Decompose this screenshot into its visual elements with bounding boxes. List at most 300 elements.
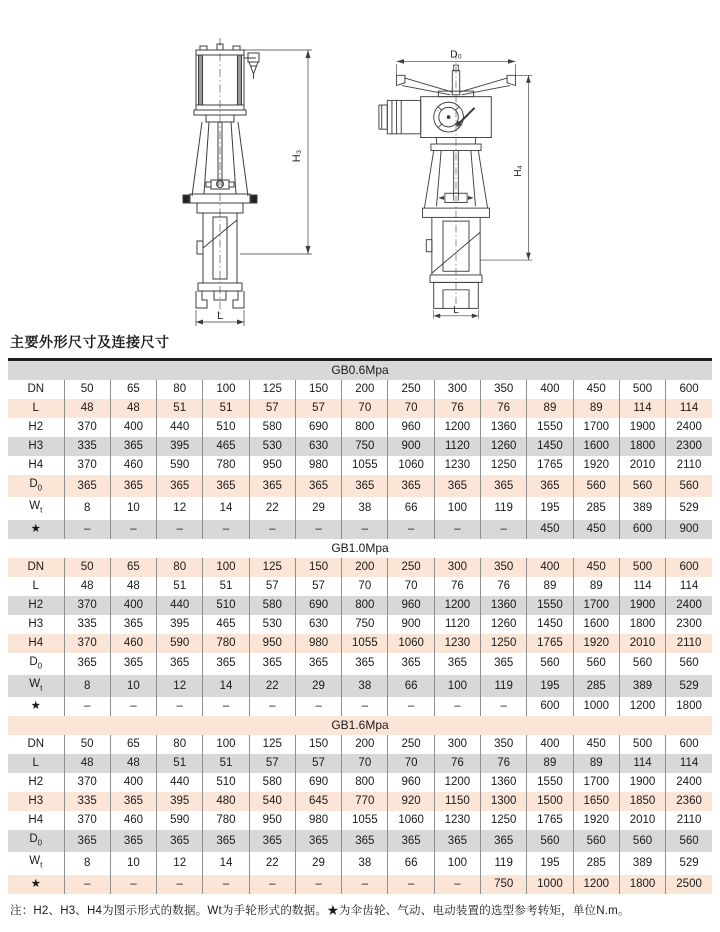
value-cell: 1230 bbox=[434, 811, 480, 830]
value-cell: 1360 bbox=[481, 596, 527, 615]
value-cell: 1150 bbox=[434, 792, 480, 811]
value-cell: 529 bbox=[679, 501, 699, 514]
value-cell: 335 bbox=[64, 615, 110, 634]
value-cell: 100 bbox=[434, 852, 480, 874]
value-cell: 370 bbox=[64, 773, 110, 792]
value-cell: 560 bbox=[679, 657, 699, 670]
value-cell: – bbox=[110, 697, 156, 716]
value-cell: 195 bbox=[527, 852, 573, 874]
value-cell: – bbox=[295, 875, 341, 894]
value-cell: – bbox=[64, 875, 110, 894]
value-cell: – bbox=[110, 875, 156, 894]
value-cell: 48 bbox=[64, 577, 110, 596]
value-cell: 395 bbox=[157, 615, 203, 634]
row-label: H3 bbox=[8, 615, 64, 634]
value-cell: 2110 bbox=[676, 814, 702, 827]
table-row bbox=[8, 615, 712, 634]
value-cell: 365 bbox=[110, 653, 156, 675]
value-cell: 1260 bbox=[481, 437, 527, 456]
value-cell: 114 bbox=[679, 579, 699, 592]
value-cell: 10 bbox=[110, 852, 156, 874]
value-cell: 51 bbox=[203, 754, 249, 773]
value-cell: 389 bbox=[619, 675, 665, 697]
dimension-table bbox=[8, 361, 712, 894]
value-cell: – bbox=[157, 875, 203, 894]
table-row bbox=[8, 497, 712, 519]
value-cell: – bbox=[388, 520, 434, 539]
value-cell: 350 bbox=[481, 735, 527, 754]
value-cell: 400 bbox=[110, 418, 156, 437]
value-cell: 80 bbox=[157, 558, 203, 577]
value-cell: 76 bbox=[481, 399, 527, 418]
value-cell: 400 bbox=[527, 558, 573, 577]
value-cell: 125 bbox=[249, 558, 295, 577]
value-cell: 1200 bbox=[619, 697, 665, 716]
value-cell: 250 bbox=[388, 558, 434, 577]
value-cell: 89 bbox=[527, 754, 573, 773]
value-cell: 365 bbox=[295, 475, 341, 497]
value-cell: 2400 bbox=[676, 421, 702, 433]
value-cell: 114 bbox=[679, 402, 699, 414]
value-cell: 365 bbox=[342, 653, 388, 675]
value-cell: 57 bbox=[249, 399, 295, 418]
value-cell: 22 bbox=[249, 852, 295, 874]
value-cell: 1120 bbox=[434, 615, 480, 634]
value-cell: 100 bbox=[203, 558, 249, 577]
value-cell: 530 bbox=[249, 615, 295, 634]
value-cell: 465 bbox=[203, 615, 249, 634]
value-cell: 2300 bbox=[676, 617, 702, 630]
value-cell: 750 bbox=[481, 875, 527, 894]
value-cell: 560 bbox=[527, 830, 573, 852]
value-cell: 560 bbox=[527, 653, 573, 675]
value-cell: 1250 bbox=[481, 456, 527, 475]
value-cell: 1800 bbox=[619, 437, 665, 456]
value-cell: 1250 bbox=[481, 811, 527, 830]
value-cell: 65 bbox=[110, 380, 156, 399]
value-cell: 960 bbox=[388, 596, 434, 615]
value-cell: 66 bbox=[388, 675, 434, 697]
value-cell: 89 bbox=[573, 754, 619, 773]
value-cell: 690 bbox=[295, 418, 341, 437]
value-cell: 57 bbox=[295, 399, 341, 418]
value-cell: 89 bbox=[573, 399, 619, 418]
value-cell: 1900 bbox=[619, 418, 665, 437]
value-cell: – bbox=[342, 875, 388, 894]
table-row bbox=[8, 830, 712, 852]
value-cell: 690 bbox=[295, 773, 341, 792]
value-cell: 57 bbox=[295, 754, 341, 773]
value-cell: 560 bbox=[573, 830, 619, 852]
value-cell: 1230 bbox=[434, 456, 480, 475]
value-cell: 365 bbox=[110, 615, 156, 634]
value-cell: 395 bbox=[157, 437, 203, 456]
value-cell: 51 bbox=[157, 577, 203, 596]
value-cell: 50 bbox=[64, 380, 110, 399]
value-cell: 365 bbox=[481, 830, 527, 852]
dimension-h4 bbox=[480, 75, 532, 260]
value-cell: 365 bbox=[249, 653, 295, 675]
value-cell: 2110 bbox=[676, 636, 702, 649]
value-cell: 365 bbox=[388, 653, 434, 675]
value-cell: 8 bbox=[64, 852, 110, 874]
value-cell: 285 bbox=[573, 675, 619, 697]
value-cell: 57 bbox=[249, 754, 295, 773]
value-cell: 800 bbox=[342, 596, 388, 615]
value-cell: 335 bbox=[64, 792, 110, 811]
value-cell: – bbox=[342, 697, 388, 716]
value-cell: 400 bbox=[110, 596, 156, 615]
value-cell: 365 bbox=[388, 830, 434, 852]
value-cell: 89 bbox=[527, 399, 573, 418]
value-cell: – bbox=[203, 875, 249, 894]
value-cell: 530 bbox=[249, 437, 295, 456]
value-cell: – bbox=[388, 875, 434, 894]
value-cell: 365 bbox=[434, 653, 480, 675]
value-cell: 630 bbox=[295, 615, 341, 634]
value-cell: 500 bbox=[619, 380, 665, 399]
value-cell: 335 bbox=[64, 437, 110, 456]
value-cell: 1700 bbox=[573, 418, 619, 437]
value-cell: 1700 bbox=[573, 773, 619, 792]
page-title: 主要外形尺寸及连接尺寸 bbox=[10, 334, 170, 350]
value-cell: 540 bbox=[249, 792, 295, 811]
row-label: L bbox=[8, 754, 64, 773]
value-cell: 2400 bbox=[676, 776, 702, 789]
value-cell: 76 bbox=[481, 577, 527, 596]
table-row bbox=[8, 456, 712, 475]
table-row bbox=[8, 811, 712, 830]
valve-body bbox=[426, 217, 482, 308]
value-cell: 38 bbox=[342, 675, 388, 697]
value-cell: 460 bbox=[110, 634, 156, 653]
row-label: H2 bbox=[8, 418, 64, 437]
value-cell: 1250 bbox=[481, 634, 527, 653]
value-cell: 1200 bbox=[434, 596, 480, 615]
value-cell: 1060 bbox=[388, 634, 434, 653]
value-cell: 645 bbox=[295, 792, 341, 811]
value-cell: 450 bbox=[573, 735, 619, 754]
value-cell: 350 bbox=[481, 380, 527, 399]
value-cell: 1920 bbox=[573, 811, 619, 830]
value-cell: 560 bbox=[619, 653, 665, 675]
value-cell: – bbox=[434, 697, 480, 716]
value-cell: 950 bbox=[249, 456, 295, 475]
value-cell: 48 bbox=[64, 754, 110, 773]
footnote: 注：H2、H3、H4为图示形式的数据。Wt为手轮形式的数据。★为伞齿轮、气动、电动装置的选型参考转矩，单位N.m。 bbox=[10, 904, 630, 917]
row-label: ★ bbox=[8, 520, 64, 539]
value-cell: 2010 bbox=[619, 634, 665, 653]
value-cell: 900 bbox=[388, 437, 434, 456]
value-cell: 76 bbox=[434, 399, 480, 418]
value-cell: 57 bbox=[295, 577, 341, 596]
row-label: H2 bbox=[8, 596, 64, 615]
value-cell: 119 bbox=[481, 852, 527, 874]
value-cell: 1055 bbox=[342, 634, 388, 653]
row-label: ★ bbox=[8, 697, 64, 716]
row-label: H3 bbox=[8, 792, 64, 811]
value-cell: 800 bbox=[342, 418, 388, 437]
value-cell: 100 bbox=[434, 497, 480, 519]
value-cell: 590 bbox=[157, 811, 203, 830]
value-cell: 580 bbox=[249, 596, 295, 615]
value-cell: 365 bbox=[110, 792, 156, 811]
dimension-tables bbox=[0, 361, 720, 894]
value-cell: 2360 bbox=[676, 795, 702, 808]
value-cell: 29 bbox=[295, 852, 341, 874]
value-cell: 66 bbox=[388, 497, 434, 519]
value-cell: 300 bbox=[434, 558, 480, 577]
value-cell: 125 bbox=[249, 735, 295, 754]
value-cell: 65 bbox=[110, 735, 156, 754]
value-cell: 1000 bbox=[573, 697, 619, 716]
value-cell: 89 bbox=[573, 577, 619, 596]
value-cell: 370 bbox=[64, 596, 110, 615]
value-cell: 1450 bbox=[527, 615, 573, 634]
pressure-class-header: GB1.0Mpa bbox=[331, 540, 389, 555]
value-cell: 12 bbox=[157, 852, 203, 874]
value-cell: – bbox=[434, 520, 480, 539]
value-cell: – bbox=[203, 697, 249, 716]
value-cell: 365 bbox=[388, 475, 434, 497]
table-row bbox=[8, 697, 712, 716]
value-cell: 600 bbox=[619, 520, 665, 539]
row-label: DN bbox=[8, 558, 64, 577]
table-row bbox=[8, 875, 712, 894]
value-cell: 980 bbox=[295, 634, 341, 653]
value-cell: 630 bbox=[295, 437, 341, 456]
value-cell: 450 bbox=[573, 520, 619, 539]
value-cell: 900 bbox=[679, 522, 699, 535]
value-cell: 365 bbox=[110, 437, 156, 456]
value-cell: 1765 bbox=[527, 634, 573, 653]
value-cell: 920 bbox=[388, 792, 434, 811]
value-cell: 590 bbox=[157, 634, 203, 653]
valve-drawing-pneumatic bbox=[140, 36, 340, 331]
value-cell: 300 bbox=[434, 735, 480, 754]
value-cell: 2500 bbox=[676, 877, 702, 890]
value-cell: 450 bbox=[527, 520, 573, 539]
table-row bbox=[8, 437, 712, 456]
value-cell: 119 bbox=[481, 675, 527, 697]
table-row bbox=[8, 418, 712, 437]
value-cell: 600 bbox=[679, 738, 699, 751]
value-cell: 365 bbox=[295, 653, 341, 675]
value-cell: 960 bbox=[388, 418, 434, 437]
value-cell: 70 bbox=[388, 577, 434, 596]
value-cell: 114 bbox=[619, 577, 665, 596]
value-cell: 200 bbox=[342, 558, 388, 577]
value-cell: 780 bbox=[203, 456, 249, 475]
value-cell: 365 bbox=[527, 475, 573, 497]
value-cell: 150 bbox=[295, 735, 341, 754]
valve-drawing-electric bbox=[365, 36, 560, 331]
value-cell: 365 bbox=[64, 830, 110, 852]
value-cell: 560 bbox=[679, 834, 699, 847]
value-cell: 370 bbox=[64, 456, 110, 475]
value-cell: 125 bbox=[249, 380, 295, 399]
value-cell: 38 bbox=[342, 852, 388, 874]
value-cell: 510 bbox=[203, 418, 249, 437]
value-cell: 600 bbox=[679, 560, 699, 573]
value-cell: 370 bbox=[64, 418, 110, 437]
value-cell: 1200 bbox=[434, 418, 480, 437]
value-cell: 950 bbox=[249, 634, 295, 653]
drawings-area bbox=[0, 0, 720, 328]
value-cell: 51 bbox=[203, 577, 249, 596]
value-cell: 440 bbox=[157, 418, 203, 437]
value-cell: 370 bbox=[64, 634, 110, 653]
value-cell: 365 bbox=[434, 475, 480, 497]
value-cell: – bbox=[481, 520, 527, 539]
value-cell: 365 bbox=[64, 653, 110, 675]
value-cell: 66 bbox=[388, 852, 434, 874]
value-cell: 1765 bbox=[527, 811, 573, 830]
table-row bbox=[8, 596, 712, 615]
pressure-class-header: GB0.6Mpa bbox=[331, 363, 389, 377]
value-cell: 1450 bbox=[527, 437, 573, 456]
value-cell: 1800 bbox=[619, 875, 665, 894]
value-cell: 780 bbox=[203, 811, 249, 830]
value-cell: 389 bbox=[619, 852, 665, 874]
value-cell: 8 bbox=[64, 675, 110, 697]
value-cell: 1600 bbox=[573, 615, 619, 634]
value-cell: 150 bbox=[295, 380, 341, 399]
value-cell: 1700 bbox=[573, 596, 619, 615]
value-cell: 250 bbox=[388, 735, 434, 754]
value-cell: 48 bbox=[110, 577, 156, 596]
value-cell: 2110 bbox=[676, 459, 702, 471]
value-cell: 350 bbox=[481, 558, 527, 577]
value-cell: 500 bbox=[619, 558, 665, 577]
value-cell: 365 bbox=[203, 830, 249, 852]
value-cell: 195 bbox=[527, 675, 573, 697]
value-cell: – bbox=[203, 520, 249, 539]
value-cell: 48 bbox=[110, 754, 156, 773]
row-label: H4 bbox=[8, 634, 64, 653]
value-cell: 560 bbox=[619, 830, 665, 852]
value-cell: 1900 bbox=[619, 596, 665, 615]
value-cell: 1200 bbox=[434, 773, 480, 792]
value-cell: 50 bbox=[64, 558, 110, 577]
value-cell: 960 bbox=[388, 773, 434, 792]
value-cell: 1500 bbox=[527, 792, 573, 811]
row-label: $W_t$ bbox=[8, 852, 64, 874]
value-cell: 48 bbox=[64, 399, 110, 418]
h3-dim-label: H₃ bbox=[291, 149, 303, 163]
value-cell: 980 bbox=[295, 456, 341, 475]
table-row bbox=[8, 675, 712, 697]
value-cell: 560 bbox=[679, 479, 699, 492]
value-cell: – bbox=[157, 520, 203, 539]
value-cell: 100 bbox=[434, 675, 480, 697]
value-cell: 1000 bbox=[527, 875, 573, 894]
value-cell: 80 bbox=[157, 735, 203, 754]
value-cell: 590 bbox=[157, 456, 203, 475]
value-cell: – bbox=[64, 697, 110, 716]
value-cell: 51 bbox=[203, 399, 249, 418]
value-cell: 365 bbox=[249, 475, 295, 497]
value-cell: 1850 bbox=[619, 792, 665, 811]
value-cell: – bbox=[249, 875, 295, 894]
value-cell: 370 bbox=[64, 811, 110, 830]
row-label: H4 bbox=[8, 456, 64, 475]
value-cell: 1060 bbox=[388, 456, 434, 475]
table-row bbox=[8, 380, 712, 399]
value-cell: 1550 bbox=[527, 773, 573, 792]
value-cell: 12 bbox=[157, 675, 203, 697]
value-cell: 365 bbox=[295, 830, 341, 852]
value-cell: 114 bbox=[619, 754, 665, 773]
value-cell: 1360 bbox=[481, 418, 527, 437]
value-cell: 460 bbox=[110, 456, 156, 475]
value-cell: 500 bbox=[619, 735, 665, 754]
value-cell: 780 bbox=[203, 634, 249, 653]
table-row bbox=[8, 520, 712, 539]
row-label: H4 bbox=[8, 811, 64, 830]
value-cell: 1800 bbox=[676, 700, 702, 713]
value-cell: 70 bbox=[388, 399, 434, 418]
row-label: $D_0$ bbox=[8, 475, 64, 497]
value-cell: 365 bbox=[434, 830, 480, 852]
value-cell: 389 bbox=[619, 497, 665, 519]
table-row bbox=[8, 577, 712, 596]
value-cell: 560 bbox=[619, 475, 665, 497]
value-cell: 560 bbox=[573, 475, 619, 497]
value-cell: 51 bbox=[157, 754, 203, 773]
value-cell: 150 bbox=[295, 558, 341, 577]
value-cell: 580 bbox=[249, 773, 295, 792]
value-cell: 80 bbox=[157, 380, 203, 399]
motor bbox=[379, 100, 421, 133]
value-cell: 950 bbox=[249, 811, 295, 830]
value-cell: 529 bbox=[679, 679, 699, 692]
value-cell: 250 bbox=[388, 380, 434, 399]
d0-dim-label: D₀ bbox=[450, 49, 462, 61]
value-cell: 400 bbox=[527, 735, 573, 754]
row-label: $D_0$ bbox=[8, 653, 64, 675]
air-valve-bracket bbox=[244, 53, 259, 79]
value-cell: 980 bbox=[295, 811, 341, 830]
table-row bbox=[8, 475, 712, 497]
value-cell: 50 bbox=[64, 735, 110, 754]
value-cell: 285 bbox=[573, 497, 619, 519]
value-cell: 76 bbox=[434, 754, 480, 773]
value-cell: 365 bbox=[64, 475, 110, 497]
row-label: $D_0$ bbox=[8, 830, 64, 852]
value-cell: 365 bbox=[157, 830, 203, 852]
value-cell: 600 bbox=[527, 697, 573, 716]
value-cell: 510 bbox=[203, 596, 249, 615]
table-row bbox=[8, 558, 712, 577]
value-cell: 365 bbox=[110, 475, 156, 497]
value-cell: 51 bbox=[157, 399, 203, 418]
value-cell: – bbox=[110, 520, 156, 539]
value-cell: – bbox=[388, 697, 434, 716]
value-cell: 89 bbox=[527, 577, 573, 596]
value-cell: 100 bbox=[203, 735, 249, 754]
value-cell: 1550 bbox=[527, 418, 573, 437]
value-cell: – bbox=[295, 520, 341, 539]
value-cell: 48 bbox=[110, 399, 156, 418]
value-cell: 200 bbox=[342, 380, 388, 399]
value-cell: 365 bbox=[203, 475, 249, 497]
value-cell: 365 bbox=[342, 830, 388, 852]
table-row bbox=[8, 754, 712, 773]
value-cell: 1600 bbox=[573, 437, 619, 456]
row-label: $W_t$ bbox=[8, 497, 64, 519]
value-cell: 750 bbox=[342, 437, 388, 456]
